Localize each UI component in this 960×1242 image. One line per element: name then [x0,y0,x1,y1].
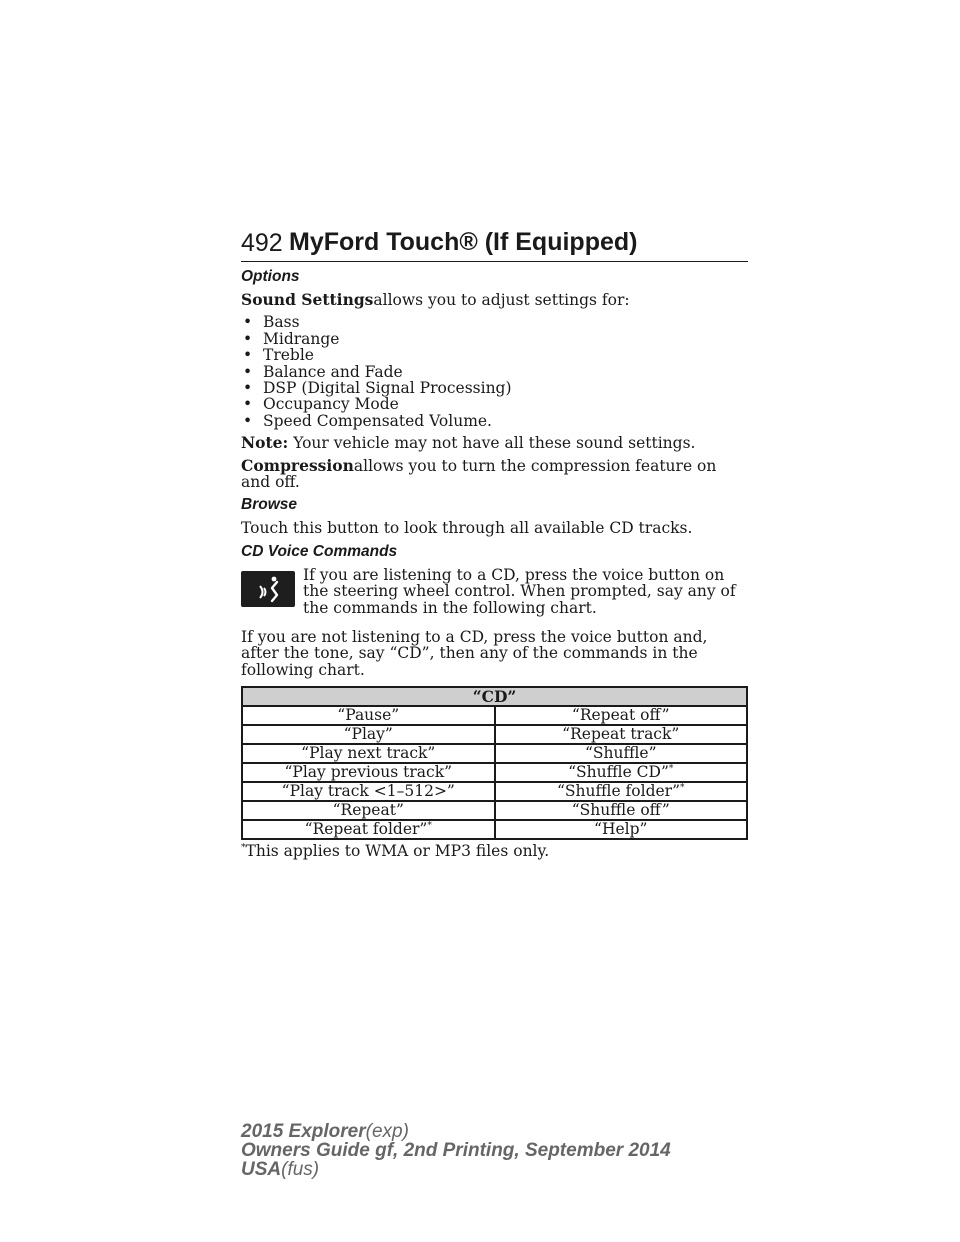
asterisk-marker: * [427,821,432,832]
note-text: Your vehicle may not have all these sound settings. [293,434,696,453]
cd-commands-table [241,686,748,840]
sound-settings-label: Sound Settings [241,290,374,309]
cd-voice-heading: CD Voice Commands [241,542,398,560]
browse-heading: Browse [241,496,297,514]
table-row: “Play previous track” “Shuffle CD”* [242,763,747,782]
table-row: “Play next track” “Shuffle” [242,744,747,763]
page-number: 492 [241,229,283,257]
page-header [241,225,748,262]
list-item: • Balance and Fade [243,362,403,381]
compression-label: Compression [241,455,354,475]
sound-settings-text: allows you to adjust settings for: [373,291,630,309]
voice-command-block [241,567,748,623]
list-item: • DSP (Digital Signal Processing) [243,379,512,398]
document-footer [241,1122,671,1179]
table-row: “Pause” “Repeat off” [242,706,747,725]
footnote [241,843,748,859]
voice-command-text: If you are not listening to a CD, press the voice button and, after the tone, say “CD”, then any of the commands in the following chart. [241,627,708,679]
footer-line-3: USA(fus) [241,1159,320,1180]
voice-command-icon [241,571,295,607]
options-heading: Options [241,268,300,285]
sound-settings-list [241,314,748,429]
asterisk-marker: * [668,764,674,775]
list-item: • Bass [243,313,300,332]
list-item: • Occupancy Mode [243,395,399,414]
table-row: “Repeat folder”* “Help” [242,820,747,839]
footer-line-1: 2015 Explorer(exp) [241,1121,409,1142]
footnote-text: This applies to WMA or MP3 files only. [245,842,550,861]
sound-settings-paragraph [241,292,748,308]
page-content [241,268,748,866]
table-row: “Play track <1–512>” “Shuffle folder”* [242,782,747,801]
footer-line-2: Owners Guide gf, 2nd Printing, September 2014 [241,1140,671,1161]
note-paragraph [241,435,748,451]
compression-text: allows you to turn the compression feature on and off. [241,456,717,492]
table-header: “CD” [242,687,747,706]
browse-text: Touch this button to look through all available CD tracks. [241,519,693,538]
footnote-marker: * [241,843,246,854]
voice-command-intro: If you are listening to a CD, press the voice button on the steering wheel control. When prompted, say any of the commands in the following chart. [303,565,736,617]
table-row: “Play” “Repeat track” [242,725,747,744]
list-item: • Speed Compensated Volume. [243,411,492,430]
table-row: “Repeat” “Shuffle off” [242,801,747,820]
compression-paragraph [241,455,748,492]
list-item: • Midrange [243,329,340,348]
list-item: • Treble [243,346,314,365]
asterisk-marker: * [680,783,685,794]
page-title: MyFord Touch® (If Equipped) [289,228,638,256]
note-label: Note: [241,433,289,453]
